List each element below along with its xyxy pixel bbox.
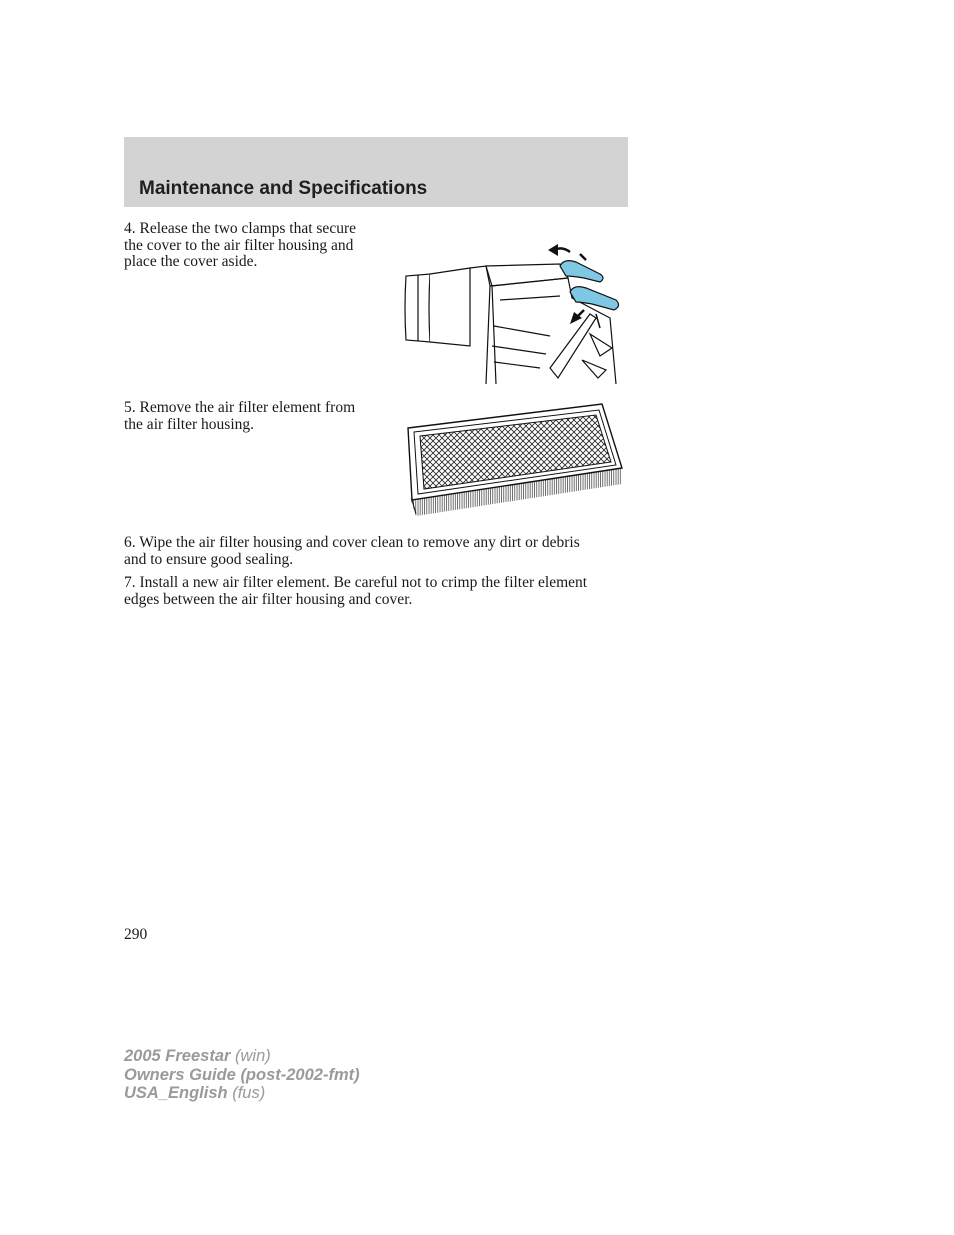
page-number: 290 bbox=[124, 926, 148, 943]
footer-line-3 bbox=[124, 1084, 360, 1103]
air-filter-element-illustration bbox=[406, 402, 628, 518]
section-title: Maintenance and Specifications bbox=[139, 178, 428, 199]
footer-line-1 bbox=[124, 1047, 360, 1066]
step-4-text: 4. Release the two clamps that secure the cover to the air filter housing and place the cover aside. bbox=[124, 220, 356, 270]
footer-guide: Owners Guide (post-2002-fmt) bbox=[124, 1065, 360, 1084]
air-filter-clamps-illustration bbox=[400, 238, 628, 384]
step-7-text: 7. Install a new air filter element. Be careful not to crimp the filter element edges between the air filter housing and cover. bbox=[124, 574, 588, 608]
footer-language: USA_English bbox=[124, 1084, 228, 1102]
footer-line-2 bbox=[124, 1066, 360, 1085]
document-footer bbox=[124, 1047, 360, 1103]
step-6-text: 6. Wipe the air filter housing and cover clean to remove any dirt or debris and to ensure good sealing. bbox=[124, 534, 580, 568]
footer-model-code: (win) bbox=[230, 1047, 271, 1065]
footer-language-code: (fus) bbox=[227, 1084, 266, 1102]
footer-model: 2005 Freestar bbox=[124, 1047, 231, 1065]
step-5-text: 5. Remove the air filter element from the air filter housing. bbox=[124, 399, 356, 433]
